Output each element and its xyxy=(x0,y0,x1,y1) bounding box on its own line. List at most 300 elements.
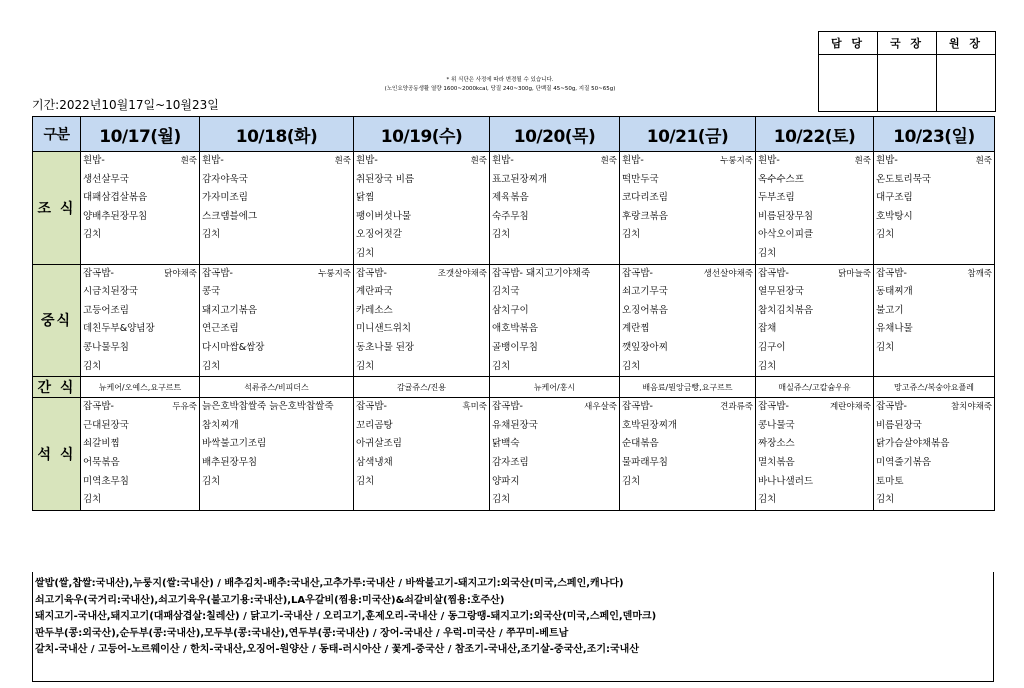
menu-item xyxy=(354,245,489,264)
porridge-name: 흑미죽 xyxy=(462,402,487,413)
menu-item xyxy=(81,208,199,227)
lunch-cell xyxy=(756,264,874,377)
menu-item-name: 후랑크볶음 xyxy=(622,210,668,222)
menu-item-name: 김치 xyxy=(876,229,895,241)
menu-item xyxy=(874,435,994,454)
menu-item xyxy=(490,152,619,171)
menu-item-name: 잡채 xyxy=(758,323,777,335)
menu-item-name: 대구조림 xyxy=(876,192,913,204)
menu-item-name: 흰밥- xyxy=(83,155,105,166)
menu-item xyxy=(620,473,755,492)
menu-item xyxy=(200,189,353,208)
menu-item-name: 미역초무침 xyxy=(83,475,129,487)
snack-row xyxy=(33,377,995,398)
menu-item-name: 양배추된장무침 xyxy=(83,210,148,222)
breakfast-cell xyxy=(874,152,995,265)
dinner-cell xyxy=(620,398,756,511)
day-header: 10/21(금) xyxy=(620,117,756,152)
menu-item-name: 잡곡밥- xyxy=(202,267,233,279)
porridge-name: 흰죽 xyxy=(180,156,197,166)
origin-line: 갈치-국내산 / 고등어-노르웨이산 / 한치-국내산,오징어-원양산 / 동태-러시아산 / 꽃게-중국산 / 참조기-국내산,조기살-중국산,조기:국내산 xyxy=(35,644,639,655)
notice-line1: * 위 식단은 사정에 따라 변경될 수 있습니다. xyxy=(446,77,554,83)
menu-item-name: 잡곡밥- xyxy=(876,401,907,413)
dinner-cell xyxy=(490,398,620,511)
menu-item-name: 김치 xyxy=(202,229,221,241)
menu-item-name: 김치 xyxy=(492,494,511,506)
menu-table xyxy=(32,116,995,511)
menu-item xyxy=(756,491,873,510)
menu-item xyxy=(756,398,873,417)
menu-item xyxy=(200,339,353,358)
menu-item-name: 늙은호박찹쌀죽 늙은호박찹쌀죽 xyxy=(202,401,334,413)
menu-item-name: 토마토 xyxy=(876,475,904,487)
menu-item xyxy=(620,435,755,454)
lunch-row xyxy=(33,264,995,377)
menu-item xyxy=(200,283,353,302)
menu-item-name: 숙주무침 xyxy=(492,210,529,222)
snack-cell: 뉴케어/오예스,요구르트 xyxy=(81,377,200,398)
menu-item xyxy=(874,417,994,436)
origin-line: 쇠고기육우(국거리:국내산),쇠고기육우(불고기용:국내산),LA우갈비(찜용:미국산)&쇠갈비살(찜용:호주산) xyxy=(35,594,505,606)
menu-item xyxy=(81,473,199,492)
origin-line: 판두부(콩:외국산),순두부(콩:국내산),모두부(콩:국내산),연두부(콩:국내산) / 장어-국내산 / 우럭-미국산 / 쭈꾸미-베트남 xyxy=(35,627,569,639)
menu-item-name: 연근조림 xyxy=(202,323,239,335)
menu-item-name: 삼색냉채 xyxy=(356,456,393,468)
menu-item-name: 김치 xyxy=(876,494,895,506)
menu-item-name: 흰밥- xyxy=(202,155,224,166)
menu-item xyxy=(620,208,755,227)
menu-item xyxy=(490,283,619,302)
porridge-name: 닭야채죽 xyxy=(164,268,197,279)
menu-item-name: 옥수수스프 xyxy=(758,173,804,185)
menu-item-name: 콩나물무침 xyxy=(83,341,129,353)
menu-item-name: 깻잎장아찌 xyxy=(622,341,668,353)
approval-signature-head xyxy=(937,55,996,112)
menu-item xyxy=(200,226,353,245)
menu-item xyxy=(756,245,873,264)
menu-item xyxy=(874,398,994,417)
approval-label-director: 국 장 xyxy=(878,32,937,55)
porridge-name: 두유죽 xyxy=(172,402,197,413)
menu-item-name: 김치 xyxy=(758,360,777,372)
menu-item-name: 쇠고기무국 xyxy=(622,286,668,298)
menu-item-name: 근대된장국 xyxy=(83,419,129,431)
menu-item xyxy=(874,491,994,510)
menu-item xyxy=(756,208,873,227)
menu-item-name: 잡곡밥- xyxy=(876,267,907,279)
menu-item-name: 스크램블에그 xyxy=(202,210,258,222)
menu-item xyxy=(874,208,994,227)
menu-item xyxy=(354,302,489,321)
menu-item-name: 잡곡밥- xyxy=(622,267,653,279)
menu-item-name: 생선살무국 xyxy=(83,173,129,185)
menu-item xyxy=(354,398,489,417)
menu-item xyxy=(874,454,994,473)
menu-item-name: 김치 xyxy=(622,475,641,487)
menu-item-name: 잡곡밥- xyxy=(758,401,789,413)
menu-item-name: 호박탕시 xyxy=(876,210,913,222)
menu-item-name: 바나나샐러드 xyxy=(758,475,814,487)
menu-item-name: 참치김치볶음 xyxy=(758,304,814,316)
lunch-cell xyxy=(200,264,354,377)
menu-item-name: 잡곡밥- xyxy=(622,401,653,413)
menu-item xyxy=(756,473,873,492)
menu-item-name: 잡곡밥- xyxy=(83,267,114,279)
dinner-cell xyxy=(874,398,995,511)
menu-item xyxy=(81,491,199,510)
day-header: 10/23(일) xyxy=(874,117,995,152)
menu-item-name: 잡곡밥- xyxy=(356,267,387,279)
menu-item xyxy=(756,320,873,339)
menu-item xyxy=(81,398,199,417)
menu-item xyxy=(354,226,489,245)
origin-line: 쌀밥(쌀,찹쌀:국내산),누룽지(쌀:국내산) / 배추김치-배추:국내산,고추가루:국내산 / 바싹불고기-돼지고기:외국산(미국,스페인,캐나다) xyxy=(35,578,624,589)
porridge-name: 닭마늘죽 xyxy=(838,268,871,279)
menu-item xyxy=(354,189,489,208)
menu-item xyxy=(756,417,873,436)
day-header: 10/20(목) xyxy=(490,117,620,152)
menu-item xyxy=(874,152,994,171)
dinner-cell xyxy=(200,398,354,511)
menu-item xyxy=(81,358,199,377)
menu-item xyxy=(874,283,994,302)
menu-item-name: 동초나물 된장 xyxy=(356,341,415,353)
menu-item-name: 코다리조림 xyxy=(622,192,668,204)
menu-item-name: 흰밥- xyxy=(492,155,514,166)
menu-item-name: 열무된장국 xyxy=(758,286,804,298)
menu-item-name: 삼치구이 xyxy=(492,304,529,316)
menu-item xyxy=(490,491,619,510)
menu-item-name: 김치 xyxy=(83,360,102,372)
menu-item xyxy=(200,171,353,190)
menu-item-name: 물파래무침 xyxy=(622,456,668,468)
menu-item-name: 계란찜 xyxy=(622,323,650,335)
day-header: 10/19(수) xyxy=(354,117,490,152)
day-header: 10/17(월) xyxy=(81,117,200,152)
porridge-name: 생선살야채죽 xyxy=(703,268,753,279)
menu-item xyxy=(490,265,619,284)
day-header: 10/22(토) xyxy=(756,117,874,152)
menu-item xyxy=(200,358,353,377)
menu-item-name: 미역줄기볶음 xyxy=(876,456,932,468)
menu-item-name: 흰밥- xyxy=(356,155,378,166)
menu-item xyxy=(620,152,755,171)
menu-item-name: 유채된장국 xyxy=(492,419,538,431)
menu-item xyxy=(354,152,489,171)
approval-label-head: 원 장 xyxy=(937,32,996,55)
menu-item-name: 계란파국 xyxy=(356,286,393,298)
menu-item xyxy=(81,302,199,321)
menu-item-name: 바싹불고기조림 xyxy=(202,438,267,450)
menu-item xyxy=(200,473,353,492)
menu-item-name: 비름된장무침 xyxy=(758,210,814,222)
menu-item-name: 닭가슴살야채볶음 xyxy=(876,438,950,450)
menu-item xyxy=(354,265,489,284)
menu-item-name: 잡곡밥- xyxy=(83,401,114,413)
menu-item-name: 어묵볶음 xyxy=(83,456,120,468)
meal-label-lunch: 중식 xyxy=(33,264,81,377)
menu-item xyxy=(756,226,873,245)
menu-item-name: 콩나물국 xyxy=(758,419,795,431)
menu-item-name: 두부조림 xyxy=(758,192,795,204)
menu-item-name: 김치 xyxy=(492,360,511,372)
menu-item xyxy=(81,171,199,190)
menu-item-name: 감자야욱국 xyxy=(202,173,248,185)
menu-header-row xyxy=(33,117,995,152)
menu-item xyxy=(200,208,353,227)
meal-label-breakfast: 조 식 xyxy=(33,152,81,265)
menu-item xyxy=(490,302,619,321)
menu-item xyxy=(620,171,755,190)
menu-item xyxy=(200,302,353,321)
menu-item xyxy=(81,417,199,436)
menu-item xyxy=(756,454,873,473)
menu-item xyxy=(620,320,755,339)
menu-item xyxy=(874,171,994,190)
menu-item-name: 온도토리묵국 xyxy=(876,173,932,185)
menu-item-name: 김치 xyxy=(758,494,777,506)
approval-label-manager: 담 당 xyxy=(819,32,878,55)
menu-item xyxy=(354,454,489,473)
menu-item-name: 김치 xyxy=(356,475,375,487)
menu-item xyxy=(756,171,873,190)
menu-item-name: 표고된장찌개 xyxy=(492,173,548,185)
menu-item xyxy=(354,208,489,227)
menu-item-name: 오징어볶음 xyxy=(622,304,668,316)
menu-item-name: 김치 xyxy=(758,247,777,259)
lunch-cell xyxy=(490,264,620,377)
menu-item-name: 흰밥- xyxy=(758,155,780,166)
menu-item-name: 애호박볶음 xyxy=(492,323,538,335)
menu-item xyxy=(200,320,353,339)
breakfast-row xyxy=(33,152,995,265)
menu-item-name: 김치 xyxy=(83,229,102,241)
lunch-cell xyxy=(81,264,200,377)
menu-item-name: 김치 xyxy=(622,229,641,241)
menu-item xyxy=(490,208,619,227)
porridge-name: 누룽지죽 xyxy=(318,268,351,279)
menu-item-name: 김치 xyxy=(356,360,375,372)
menu-item-name: 흰밥- xyxy=(622,155,644,166)
menu-item xyxy=(490,339,619,358)
porridge-name: 흰죽 xyxy=(854,156,871,166)
meal-label-snack: 간 식 xyxy=(33,377,81,398)
menu-item xyxy=(81,265,199,284)
menu-item-name: 김치 xyxy=(876,341,895,353)
menu-item-name: 미니샌드위치 xyxy=(356,323,412,335)
menu-item-name: 유채나물 xyxy=(876,323,913,335)
menu-item xyxy=(200,152,353,171)
snack-cell: 감귤쥬스/진용 xyxy=(354,377,490,398)
approval-box xyxy=(818,31,996,112)
breakfast-cell xyxy=(620,152,756,265)
snack-cell: 망고쥬스/복숭아요플레 xyxy=(874,377,995,398)
category-header: 구분 xyxy=(33,117,81,152)
dinner-row xyxy=(33,398,995,511)
menu-item xyxy=(620,189,755,208)
menu-item xyxy=(620,339,755,358)
menu-item-name: 닭백숙 xyxy=(492,438,520,450)
menu-item xyxy=(81,454,199,473)
menu-item xyxy=(756,435,873,454)
menu-item-name: 순대볶음 xyxy=(622,438,659,450)
lunch-cell xyxy=(620,264,756,377)
menu-item-name: 오징어젓갈 xyxy=(356,229,402,241)
menu-item-name: 김치 xyxy=(202,360,221,372)
porridge-name: 누룽지죽 xyxy=(720,156,753,166)
menu-item xyxy=(490,473,619,492)
menu-item-name: 데친두부&양념장 xyxy=(83,323,155,335)
menu-item-name: 취된장국 비름 xyxy=(356,173,415,185)
menu-item-name: 아삭오이피클 xyxy=(758,229,814,241)
menu-item-name: 비름된장국 xyxy=(876,419,922,431)
porridge-name: 흰죽 xyxy=(470,156,487,166)
menu-item xyxy=(200,398,353,417)
porridge-name: 흰죽 xyxy=(600,156,617,166)
menu-item-name: 김구이 xyxy=(758,341,786,353)
menu-item xyxy=(620,283,755,302)
menu-item-name: 배추된장무침 xyxy=(202,456,258,468)
breakfast-cell xyxy=(490,152,620,265)
menu-item xyxy=(620,358,755,377)
menu-item-name: 짜장소스 xyxy=(758,438,795,450)
breakfast-cell xyxy=(354,152,490,265)
menu-item-name: 대패삼겹살볶음 xyxy=(83,192,148,204)
menu-item xyxy=(81,152,199,171)
porridge-name: 참치야채죽 xyxy=(950,402,992,413)
menu-item-name: 김치 xyxy=(83,494,102,506)
porridge-name: 참깨죽 xyxy=(967,268,992,279)
menu-item-name: 고등어조림 xyxy=(83,304,129,316)
menu-item xyxy=(756,265,873,284)
origin-line: 돼지고기-국내산,돼지고기(대패삼겹살:칠레산) / 닭고기-국내산 / 오리고기,훈제오리-국내산 / 동그랑땡-돼지고기:외국산(미국,스페인,덴마크) xyxy=(35,611,657,622)
menu-item xyxy=(490,226,619,245)
menu-item xyxy=(81,320,199,339)
menu-item xyxy=(756,339,873,358)
menu-item-name: 동태찌개 xyxy=(876,286,913,298)
menu-item xyxy=(874,320,994,339)
menu-item xyxy=(490,435,619,454)
porridge-name: 흰죽 xyxy=(334,156,351,166)
menu-item xyxy=(756,302,873,321)
period-label: 기간:2022년10월17일~10월23일 xyxy=(32,98,219,112)
menu-item-name: 양파지 xyxy=(492,475,520,487)
menu-item-name: 김치국 xyxy=(492,286,520,298)
day-header: 10/18(화) xyxy=(200,117,354,152)
porridge-name: 조갯살야채죽 xyxy=(437,268,487,279)
menu-item xyxy=(874,302,994,321)
menu-item xyxy=(490,320,619,339)
snack-cell: 뉴케어/홍시 xyxy=(490,377,620,398)
menu-item xyxy=(81,339,199,358)
menu-item-name: 카레소스 xyxy=(356,304,393,316)
menu-item-name: 제육볶음 xyxy=(492,192,529,204)
menu-item xyxy=(354,339,489,358)
menu-item xyxy=(200,435,353,454)
menu-item xyxy=(200,454,353,473)
menu-item-name: 꼬리곰탕 xyxy=(356,419,393,431)
menu-item-name: 다시마쌈&쌈장 xyxy=(202,341,265,353)
menu-item xyxy=(354,283,489,302)
menu-item-name: 감자조림 xyxy=(492,456,529,468)
menu-item xyxy=(620,302,755,321)
porridge-name: 새우살죽 xyxy=(584,402,617,413)
breakfast-cell xyxy=(200,152,354,265)
menu-item xyxy=(354,171,489,190)
menu-item xyxy=(874,265,994,284)
menu-item xyxy=(354,358,489,377)
approval-signature-manager xyxy=(819,55,878,112)
menu-item xyxy=(354,473,489,492)
menu-item xyxy=(354,417,489,436)
menu-item-name: 닭찜 xyxy=(356,192,375,204)
dinner-cell xyxy=(81,398,200,511)
notice xyxy=(330,76,670,94)
menu-item xyxy=(620,454,755,473)
menu-item-name: 멸치볶음 xyxy=(758,456,795,468)
menu-item xyxy=(490,171,619,190)
menu-item-name: 아귀살조림 xyxy=(356,438,402,450)
menu-item xyxy=(756,152,873,171)
menu-item xyxy=(756,358,873,377)
menu-item xyxy=(354,435,489,454)
menu-item xyxy=(81,189,199,208)
menu-item-name: 콩국 xyxy=(202,286,221,298)
lunch-cell xyxy=(354,264,490,377)
porridge-name: 계란야채죽 xyxy=(829,402,871,413)
menu-item xyxy=(81,226,199,245)
snack-cell: 배음료/뭔앙금빵,요구르트 xyxy=(620,377,756,398)
menu-item-name: 흰밥- xyxy=(876,155,898,166)
menu-item xyxy=(490,358,619,377)
menu-item-name: 김치 xyxy=(202,475,221,487)
meal-label-dinner: 석 식 xyxy=(33,398,81,511)
menu-item-name: 잡곡밥- 돼지고기야채죽 xyxy=(492,267,591,279)
menu-item-name: 김치 xyxy=(622,360,641,372)
menu-item xyxy=(81,435,199,454)
menu-item xyxy=(756,189,873,208)
dinner-cell xyxy=(354,398,490,511)
menu-item-name: 김치 xyxy=(492,229,511,241)
menu-item-name: 잡곡밥- xyxy=(492,401,523,413)
menu-item xyxy=(81,283,199,302)
menu-item xyxy=(874,189,994,208)
menu-item xyxy=(620,265,755,284)
menu-item-name: 팽이버섯나물 xyxy=(356,210,412,222)
notice-line2: (노인요양공동생활 열량 1600~2000kcal, 당질 240~300g, 단백질 45~50g, 지질 50~65g) xyxy=(384,86,616,92)
menu-item-name: 잡곡밥- xyxy=(356,401,387,413)
menu-item xyxy=(200,417,353,436)
menu-item xyxy=(490,398,619,417)
menu-item-name: 돼지고기볶음 xyxy=(202,304,258,316)
lunch-cell xyxy=(874,264,995,377)
menu-item xyxy=(756,283,873,302)
menu-item-name: 시금치된장국 xyxy=(83,286,139,298)
menu-item-name: 호박된장찌개 xyxy=(622,419,678,431)
menu-item-name: 잡곡밥- xyxy=(758,267,789,279)
menu-item xyxy=(354,320,489,339)
menu-item-name: 김치 xyxy=(356,247,375,259)
menu-item-name: 떡만두국 xyxy=(622,173,659,185)
breakfast-cell xyxy=(756,152,874,265)
menu-item xyxy=(874,473,994,492)
origin-info xyxy=(32,572,994,682)
menu-item xyxy=(620,226,755,245)
snack-cell: 석류쥬스/비피더스 xyxy=(200,377,354,398)
menu-item xyxy=(490,417,619,436)
menu-item-name: 불고기 xyxy=(876,304,904,316)
menu-item xyxy=(200,265,353,284)
